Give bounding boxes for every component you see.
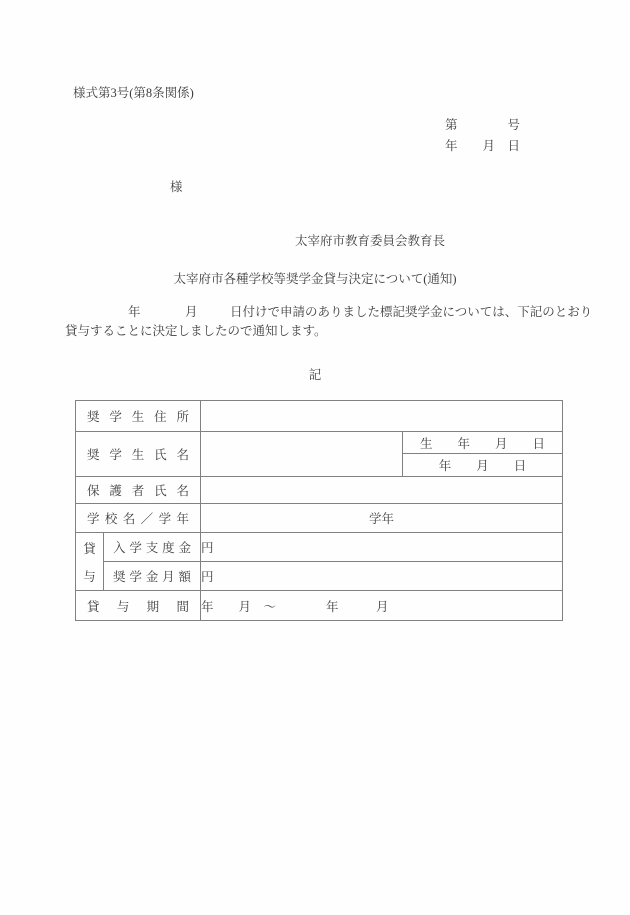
loan-group-cell <box>76 533 104 591</box>
loan-period-value: 年 月 ～ 年 月 <box>201 591 563 621</box>
loan-group-char-1: 貸 <box>83 541 96 556</box>
row-loan-period <box>76 591 563 621</box>
document-number-line: 第 号 <box>445 118 521 132</box>
document-title: 太宰府市各種学校等奨学金貸与決定について(通知) <box>173 272 457 286</box>
monthly-amount-label: 奨 学 金 月 額 <box>104 562 201 591</box>
row-guardian <box>76 477 563 504</box>
addressee-suffix: 様 <box>170 180 183 194</box>
entrance-money-label: 入 学 支 度 金 <box>104 533 201 562</box>
body-line-2: 貸与することに決定しましたので通知します。 <box>65 324 327 338</box>
address-value-cell <box>201 401 563 432</box>
sender-name: 太宰府市教育委員会教育長 <box>295 234 446 248</box>
body-blank-year: 年 <box>128 305 141 319</box>
guardian-name-value-cell <box>201 477 563 504</box>
address-label: 奨 学 生 住 所 <box>76 401 201 432</box>
row-monthly-amount <box>76 562 563 591</box>
row-name <box>76 432 563 454</box>
school-grade-value: 学年 <box>201 504 563 533</box>
birth-date-header: 生 年 月 日 <box>403 432 563 454</box>
loan-period-label: 貸 与 期 間 <box>76 591 201 621</box>
body-blank-month: 月 <box>185 305 198 319</box>
birth-date-blank: 年 月 日 <box>403 454 563 477</box>
guardian-name-label: 保 護 者 氏 名 <box>76 477 201 504</box>
monthly-amount-value: 円 <box>201 562 563 591</box>
scholarship-form-table <box>75 400 563 621</box>
scholar-name-label: 奨 学 生 氏 名 <box>76 432 201 477</box>
form-number: 様式第3号(第8条関係) <box>73 86 194 100</box>
row-school <box>76 504 563 533</box>
body-line1-text: 日付けで申請のありました標記奨学金については、下記のとおり <box>230 305 593 319</box>
scholar-name-value-cell <box>201 432 403 477</box>
record-mark: 記 <box>308 368 322 382</box>
entrance-money-value: 円 <box>201 533 563 562</box>
row-address <box>76 401 563 432</box>
school-name-grade-label: 学 校 名 ／ 学 年 <box>76 504 201 533</box>
loan-group-char-2: 与 <box>83 569 96 584</box>
issue-date-line: 年 月 日 <box>445 139 521 153</box>
row-entrance-money <box>76 533 563 562</box>
